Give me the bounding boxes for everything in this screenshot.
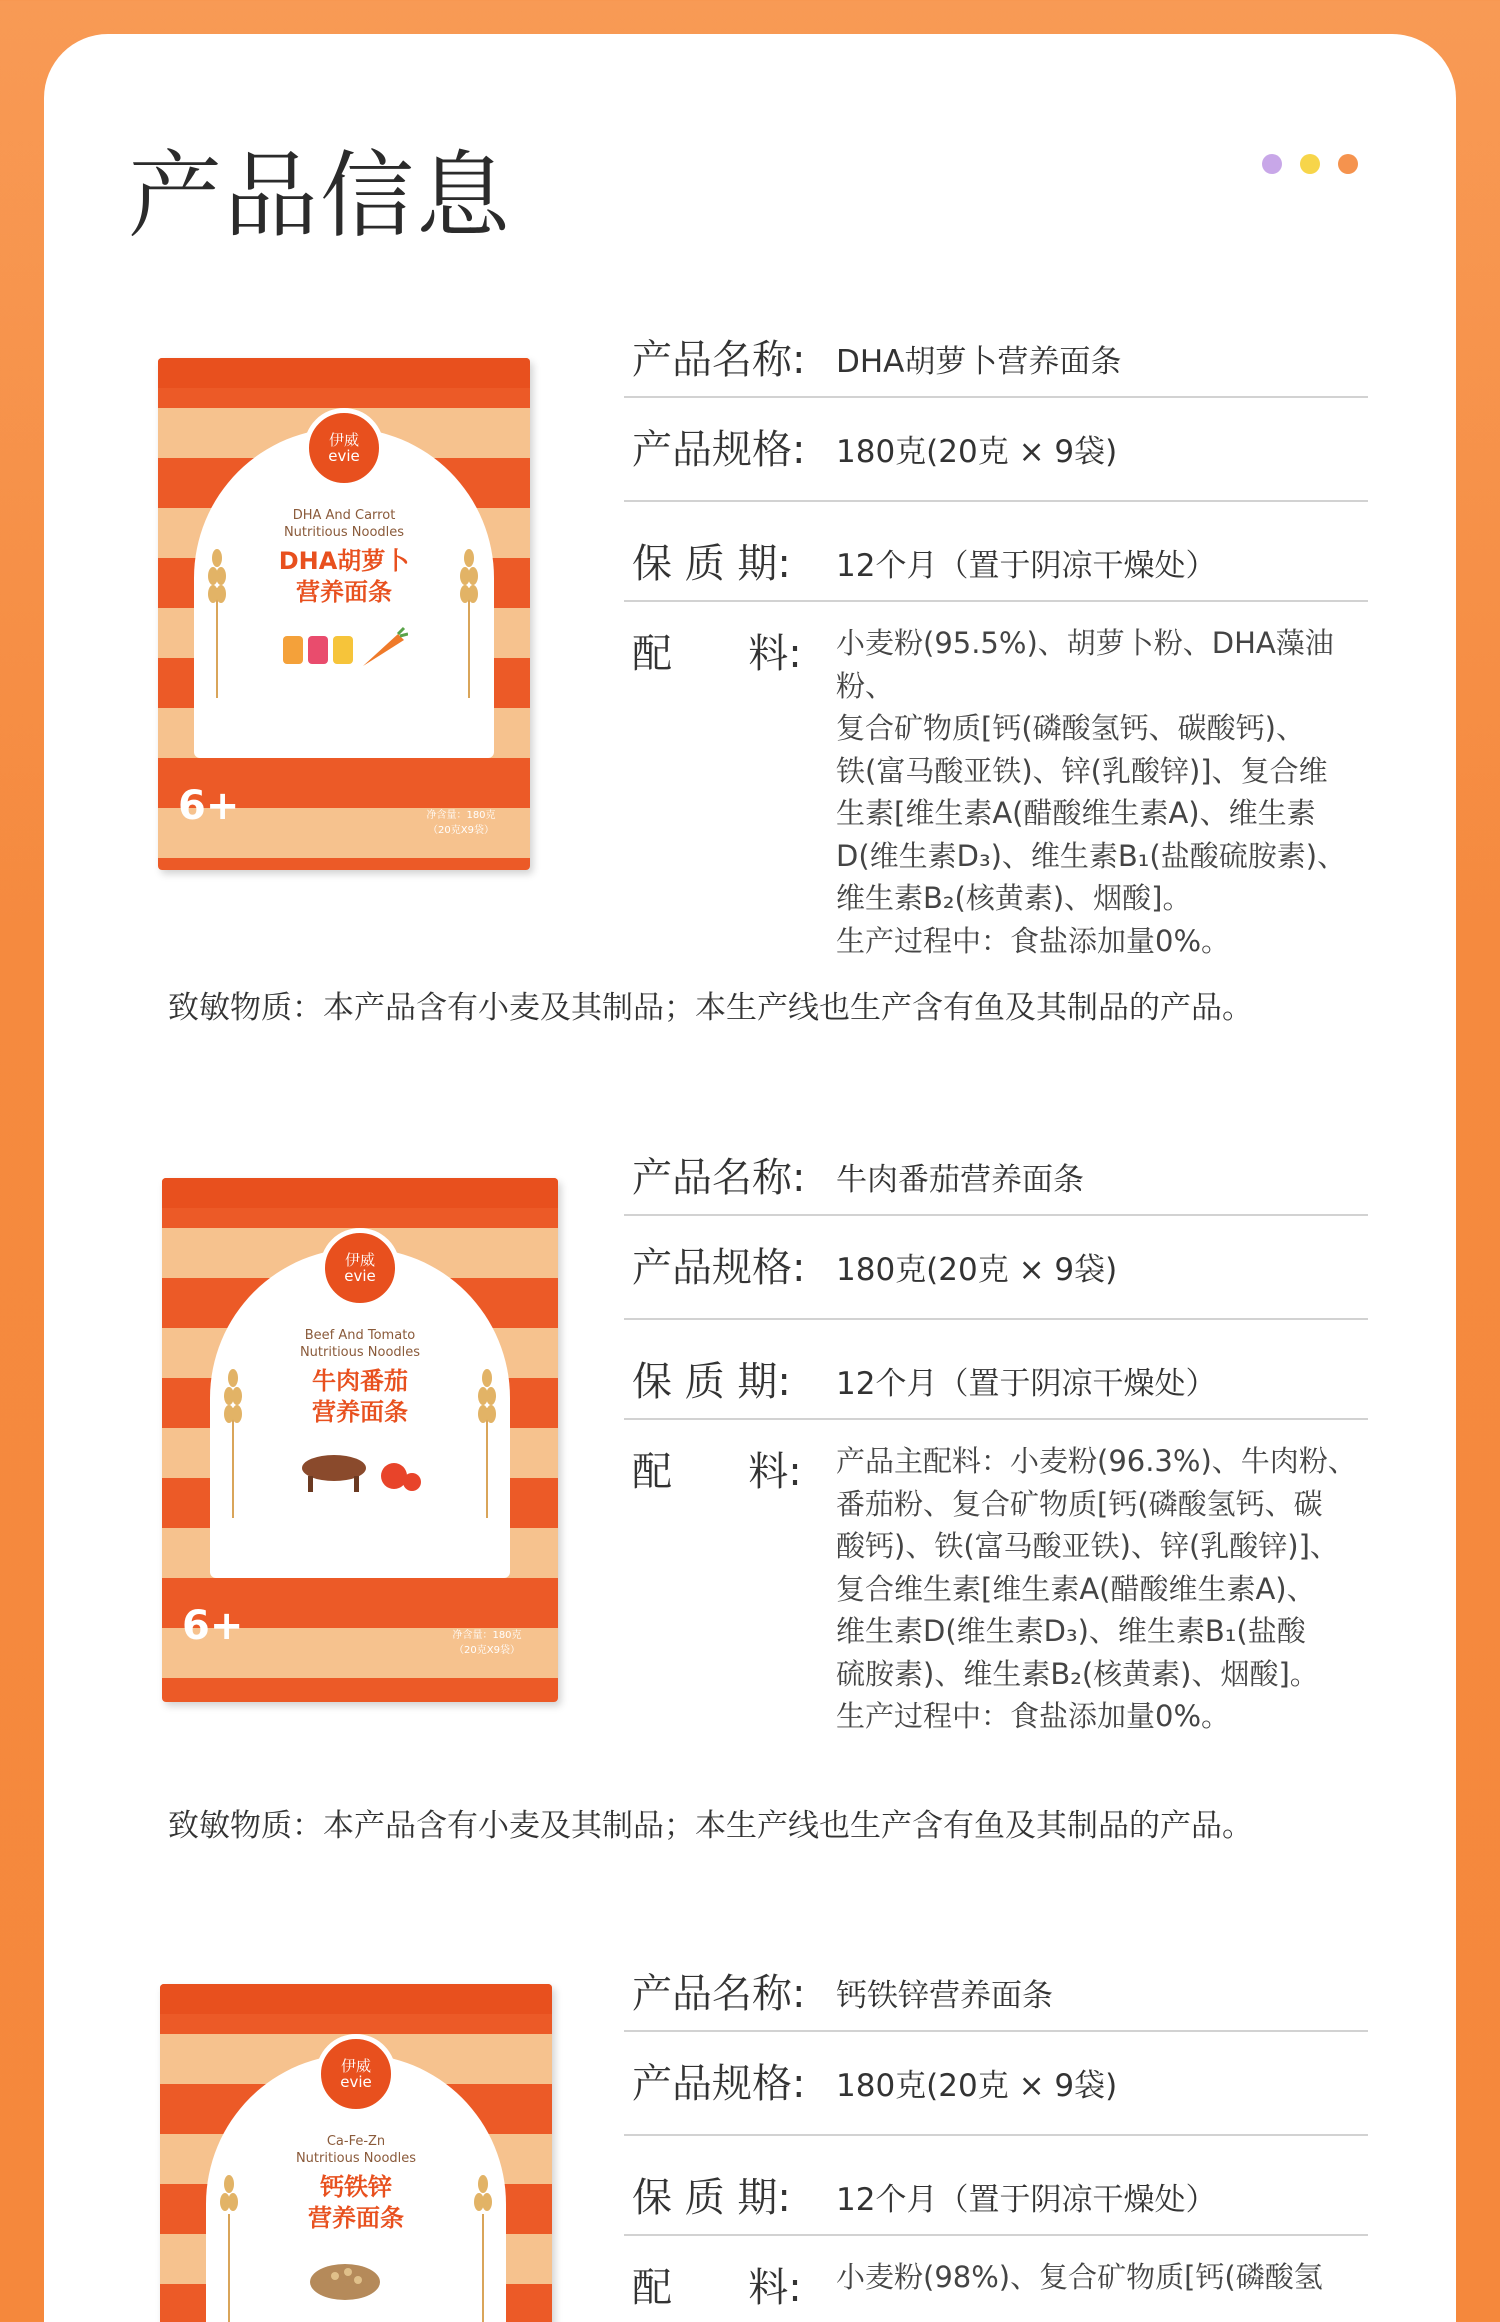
ingredients-row: [624, 602, 1368, 958]
shelf-life-label: 保 质 期:: [632, 541, 791, 587]
shelf-life-row: [624, 502, 1368, 602]
ingredients-label: 配 料:: [632, 1449, 802, 1495]
ingredients-label: 配 料:: [632, 2265, 802, 2311]
page-title: 产品信息: [128, 142, 513, 251]
wheat-icon: [472, 2174, 494, 2322]
brand-logo: 伊威 evie: [316, 2034, 396, 2114]
product-box-image: [160, 1984, 552, 2322]
ingredients-row: [624, 2236, 1368, 2316]
shelf-life-value: 12个月（置于阴凉干燥处）: [836, 548, 1217, 584]
product-info-table: [624, 1128, 1368, 1733]
spec-row: [624, 2032, 1368, 2136]
ingredients-value: 小麦粉(98%)、复合矿物质[钙(磷酸氢: [836, 2260, 1323, 2294]
spec-label: 产品规格:: [632, 2061, 806, 2107]
product-info-table: [624, 310, 1368, 958]
shelf-life-row: [624, 1320, 1368, 1420]
spec-value: 180克(20克 × 9袋): [836, 434, 1118, 470]
ingredients-value: 产品主配料：小麦粉(96.3%)、牛肉粉、 番茄粉、复合矿物质[钙(磷酸氢钙、碳 酸钙)、铁(富马酸亚铁)、锌(乳酸锌)]、 复合维生素[维生素A(醋酸维生素A)、 维生素D(维生素D₃)、维生素B₁(盐酸 硫胺素)、维生素B₂(核黄素)、烟酸]。 生产过程中：食盐添加量0%。: [836, 1444, 1357, 1733]
name-label: 产品名称:: [632, 1155, 806, 1201]
orange-dot-icon: [1338, 154, 1358, 174]
product-box-image: [162, 1178, 558, 1702]
spec-row: [624, 1216, 1368, 1320]
spec-value: 180克(20克 × 9袋): [836, 2068, 1118, 2104]
spec-row: [624, 398, 1368, 502]
age-badge: 6+: [182, 1603, 244, 1649]
product-box-image: [158, 358, 530, 870]
name-row: [624, 1944, 1368, 2032]
name-value: 钙铁锌营养面条: [836, 1978, 1053, 2014]
wheat-icon: [476, 1368, 498, 1518]
shelf-life-label: 保 质 期:: [632, 1359, 791, 1405]
ingredients-value: 小麦粉(95.5%)、胡萝卜粉、DHA藻油粉、 复合矿物质[钙(磷酸氢钙、碳酸钙)、 铁(富马酸亚铁)、锌(乳酸锌)]、复合维 生素[维生素A(醋酸维生素A)、维生素 D(维生素D₃)、维生素B₁(盐酸硫胺素)、 维生素B₂(核黄素)、烟酸]。 生产过程中：食盐添加量0%。: [836, 626, 1347, 958]
ingredients-row: [624, 1420, 1368, 1733]
spec-label: 产品规格:: [632, 427, 806, 473]
box-chinese-name: 牛肉番茄 营养面条: [312, 1367, 408, 1427]
decorative-dots: [1262, 154, 1358, 174]
name-value: 牛肉番茄营养面条: [836, 1162, 1084, 1198]
ingredients-label: 配 料:: [632, 631, 802, 677]
spec-label: 产品规格:: [632, 1245, 806, 1291]
allergen-note: 致敏物质：本产品含有小麦及其制品；本生产线也生产含有鱼及其制品的产品。: [168, 990, 1253, 1026]
grain-bowl-illustration-icon: [290, 2252, 420, 2302]
age-badge: 6+: [178, 783, 240, 829]
spec-value: 180克(20克 × 9袋): [836, 1252, 1118, 1288]
name-row: [624, 1128, 1368, 1216]
brand-logo: 伊威 evie: [304, 408, 384, 488]
purple-dot-icon: [1262, 154, 1282, 174]
wheat-icon: [222, 1368, 244, 1518]
carrot-dha-illustration-icon: [278, 626, 408, 676]
net-content: 净含量：180克 （20克X9袋）: [452, 1630, 522, 1656]
wheat-icon: [206, 548, 228, 698]
shelf-life-label: 保 质 期:: [632, 2175, 791, 2221]
allergen-note: 致敏物质：本产品含有小麦及其制品；本生产线也生产含有鱼及其制品的产品。: [168, 1808, 1253, 1844]
product-info-table: [624, 1944, 1368, 2316]
box-chinese-name: DHA胡萝卜 营养面条: [278, 547, 410, 607]
beef-tomato-illustration-icon: [294, 1446, 424, 1496]
brand-logo: 伊威 evie: [320, 1228, 400, 1308]
shelf-life-value: 12个月（置于阴凉干燥处）: [836, 2182, 1217, 2218]
net-content: 净含量：180克 （20克X9袋）: [426, 810, 496, 836]
name-row: [624, 310, 1368, 398]
yellow-dot-icon: [1300, 154, 1320, 174]
box-english-name: DHA And Carrot Nutritious Noodles: [283, 508, 405, 540]
wheat-icon: [218, 2174, 240, 2322]
box-english-name: Beef And Tomato Nutritious Noodles: [299, 1328, 421, 1360]
shelf-life-row: [624, 2136, 1368, 2236]
name-value: DHA胡萝卜营养面条: [836, 344, 1122, 380]
name-label: 产品名称:: [632, 1971, 806, 2017]
wheat-icon: [458, 548, 480, 698]
box-english-name: Ca-Fe-Zn Nutritious Noodles: [295, 2134, 417, 2166]
name-label: 产品名称:: [632, 337, 806, 383]
shelf-life-value: 12个月（置于阴凉干燥处）: [836, 1366, 1217, 1402]
box-chinese-name: 钙铁锌 营养面条: [308, 2173, 404, 2233]
